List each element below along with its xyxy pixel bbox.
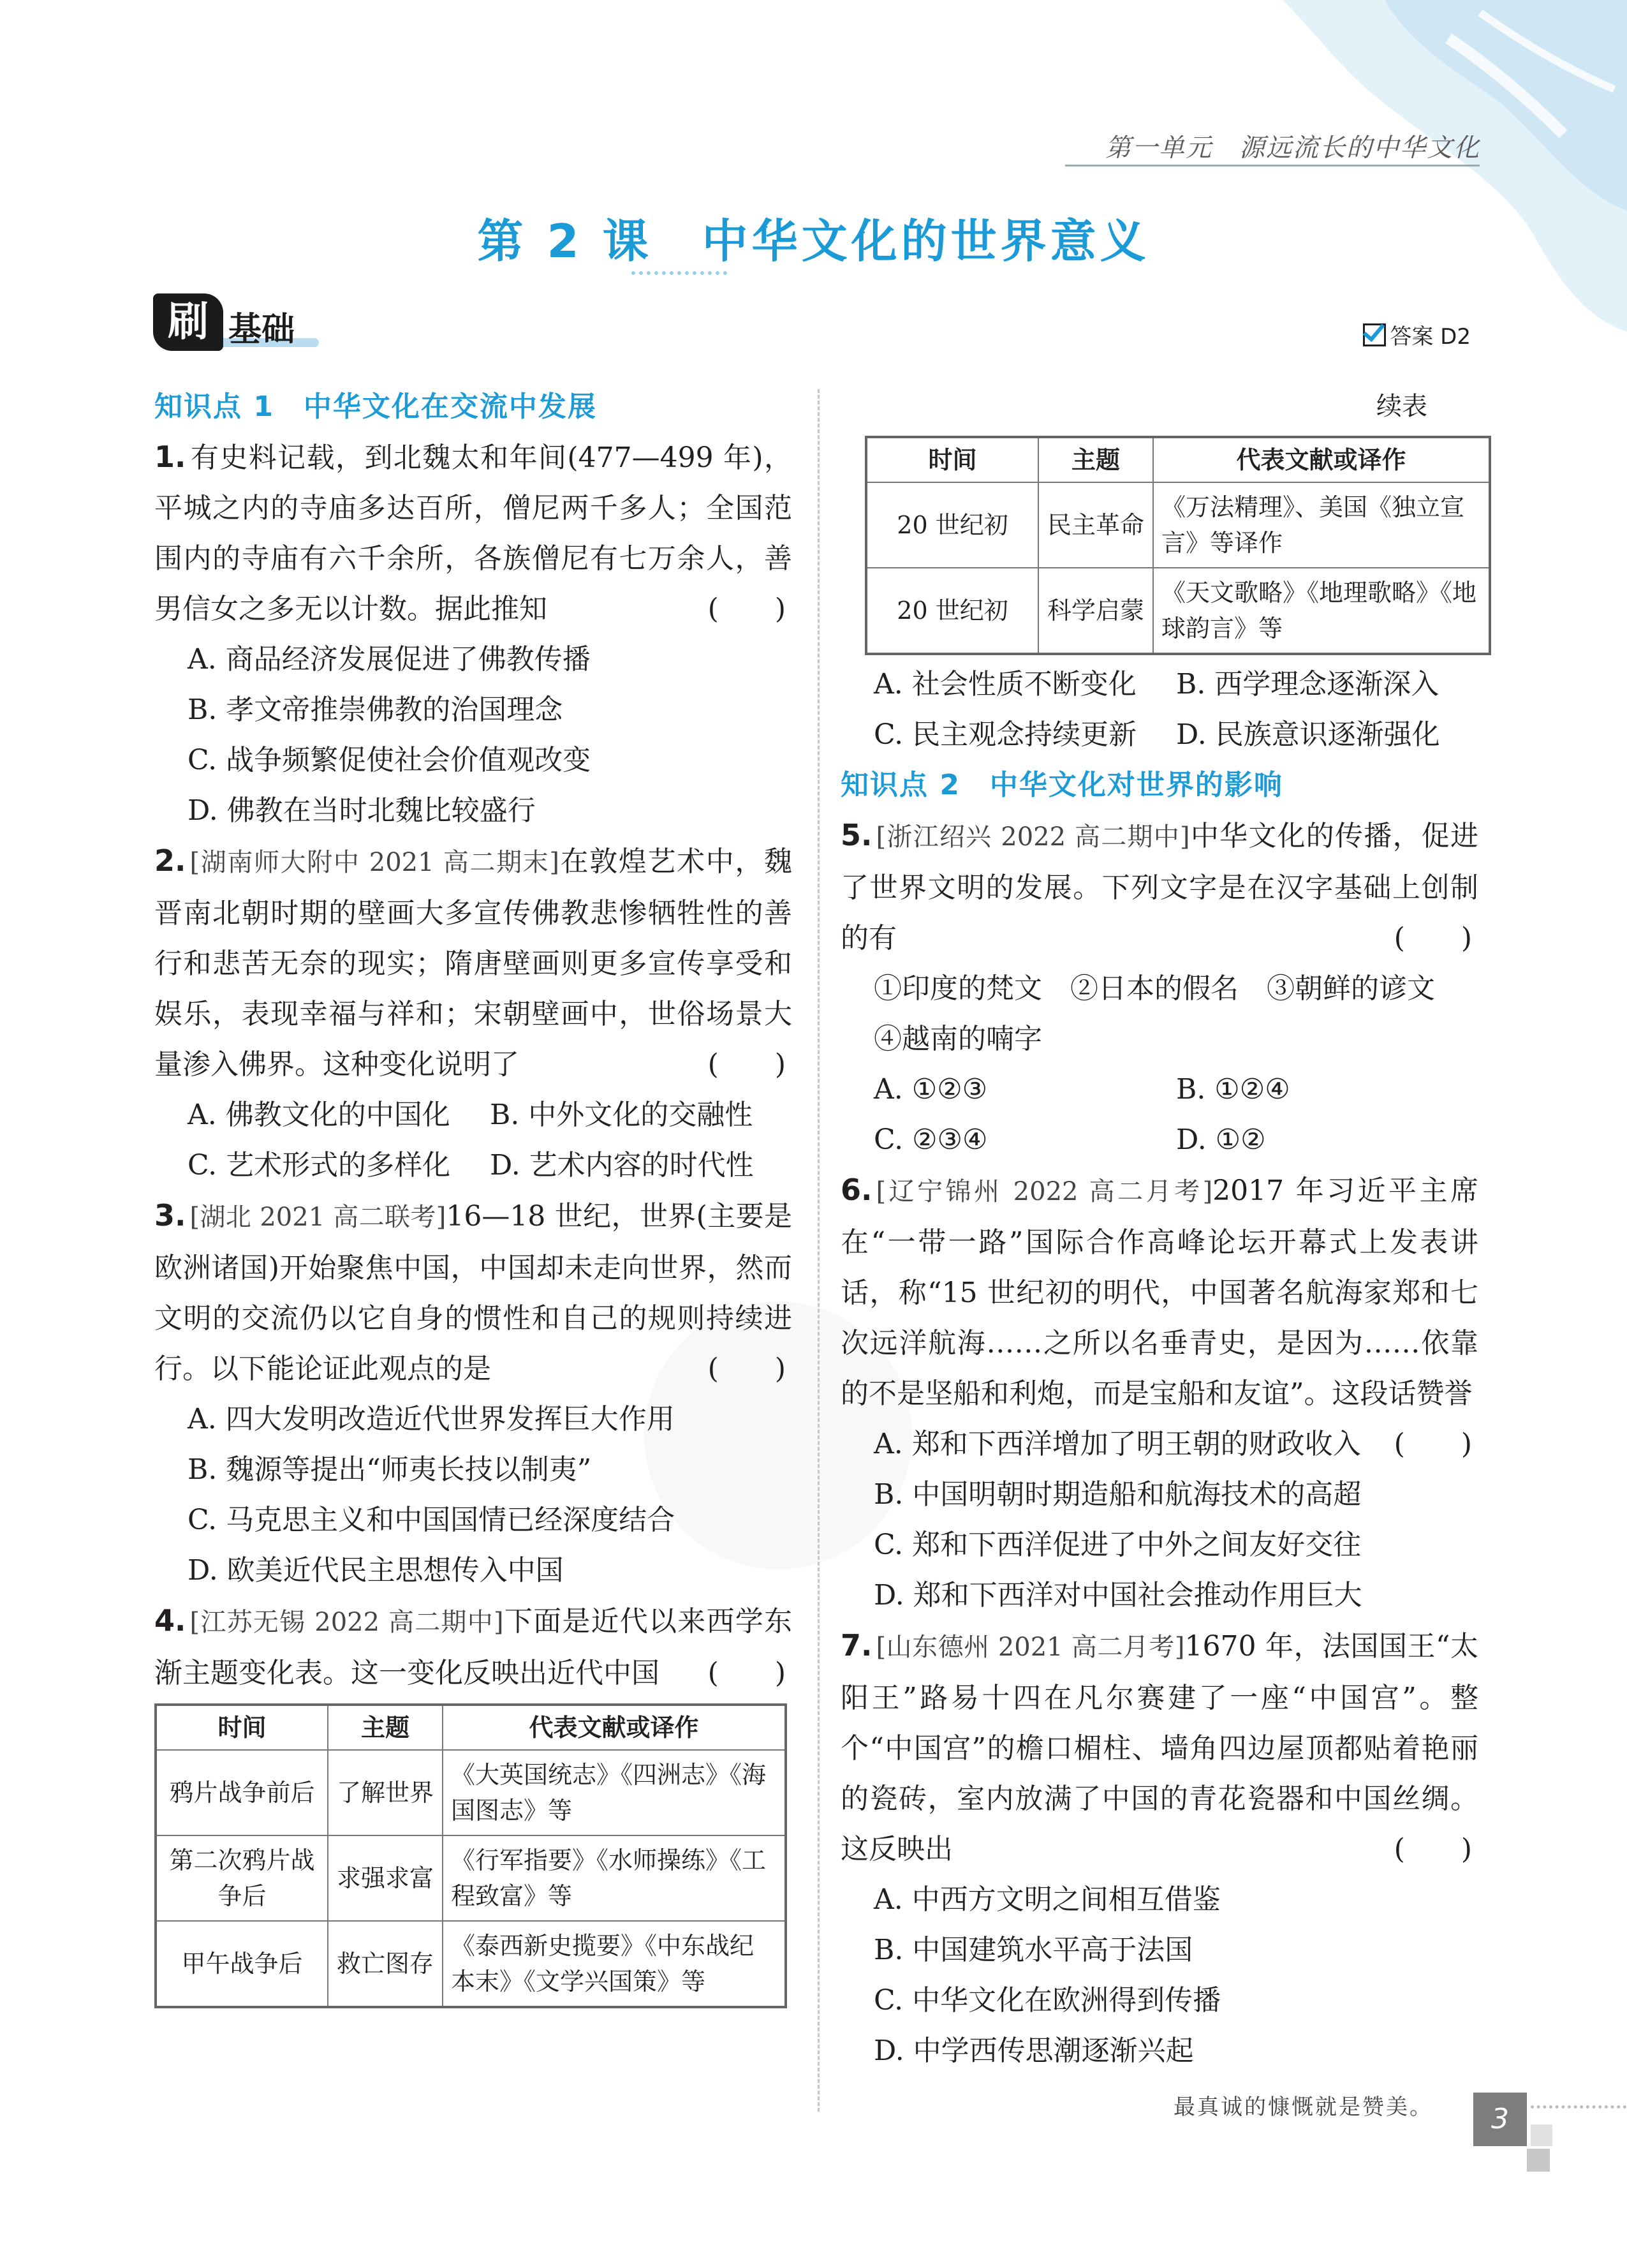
table-cell: 民主革命 bbox=[1038, 482, 1153, 568]
column-divider bbox=[818, 389, 820, 2112]
question-number: 5. bbox=[841, 818, 872, 852]
option-d[interactable]: D. 中学西传思潮逐渐兴起 bbox=[874, 2035, 1194, 2067]
option-c[interactable]: C. ②③④ bbox=[874, 1123, 988, 1156]
question-number: 4. bbox=[154, 1603, 186, 1638]
question-stem: 在敦煌艺术中，魏晋南北朝时期的壁画大多宣传佛教悲惨牺牲性的善行和悲苦无奈的现实；隋唐壁画则更多宣传享受和娱乐，表现幸福与祥和；宋朝壁画中，世俗场景大量渗入佛界。这种变化说明了 bbox=[154, 845, 793, 1081]
topic-table-continued bbox=[865, 436, 1491, 655]
options-row bbox=[841, 1115, 1478, 1165]
question-number: 2. bbox=[154, 843, 186, 878]
table-header: 主题 bbox=[328, 1705, 443, 1750]
question-number: 6. bbox=[841, 1173, 872, 1207]
table-cell: 20 世纪初 bbox=[866, 482, 1038, 568]
table-cell: 鸦片战争前后 bbox=[156, 1750, 328, 1835]
option-d[interactable]: D. ①② bbox=[1176, 1123, 1266, 1156]
unit-header: 第一单元 源远流长的中华文化 bbox=[1105, 133, 1480, 163]
page-deco-square bbox=[1531, 2124, 1552, 2146]
table-cell: 甲午战争后 bbox=[156, 1921, 328, 2007]
question-stem: 有史料记载，到北魏太和年间(477—499 年)，平城之内的寺庙多达百所，僧尼两千多人；全国范围内的寺庙有六千余所，各族僧尼有七万余人，善男信女之多无以计数。据此推知 bbox=[154, 441, 792, 625]
table-header: 时间 bbox=[156, 1705, 328, 1750]
table-row bbox=[866, 568, 1490, 654]
question-number: 3. bbox=[154, 1198, 186, 1233]
answer-blank: ( ) bbox=[1394, 1428, 1472, 1460]
option-d[interactable]: D. 佛教在当时北魏比较盛行 bbox=[188, 794, 536, 827]
table-cell: 《大英国统志》《四洲志》《海国图志》等 bbox=[443, 1750, 786, 1835]
option-b[interactable]: B. 西学理念逐渐深入 bbox=[1176, 668, 1439, 700]
question-2 bbox=[154, 836, 792, 1090]
question-source: [江苏无锡 2022 高二期中] bbox=[189, 1608, 504, 1637]
topic-table bbox=[154, 1703, 787, 2008]
brand-badge: 刷 bbox=[153, 293, 223, 351]
options-row bbox=[841, 709, 1478, 760]
option-a[interactable]: A. 佛教文化的中国化 bbox=[188, 1099, 450, 1131]
option-c[interactable]: C. 战争频繁促使社会价值观改变 bbox=[188, 744, 591, 776]
header-rule bbox=[1065, 165, 1480, 167]
question-items: ①印度的梵文 ②日本的假名 ③朝鲜的谚文 ④越南的喃字 bbox=[874, 972, 1463, 1055]
table-header-row bbox=[156, 1705, 786, 1750]
question-source: [辽宁锦州 2022 高二月考] bbox=[876, 1177, 1213, 1206]
table-cell: 了解世界 bbox=[328, 1750, 443, 1835]
option-c[interactable]: C. 中华文化在欧洲得到传播 bbox=[874, 1984, 1221, 2017]
options-row bbox=[154, 1140, 792, 1190]
question-1 bbox=[154, 432, 792, 634]
option-c[interactable]: C. 民主观念持续更新 bbox=[874, 718, 1137, 751]
question-7 bbox=[841, 1620, 1478, 1874]
question-source: [湖南师大附中 2021 高二期末] bbox=[189, 848, 560, 877]
question-stem: 2017 年习近平主席在“一带一路”国际合作高峰论坛开幕式上发表讲话，称“15 世纪初的明代，中国著名航海家郑和七次远洋航海……之所以名垂青史，是因为……依靠的不是坚船和利炮，而是宝船和友谊”。这段话赞誉 bbox=[841, 1175, 1478, 1410]
table-cell: 求强求富 bbox=[328, 1835, 443, 1921]
answer-blank: ( ) bbox=[707, 1657, 786, 1689]
answer-reference bbox=[1363, 319, 1471, 350]
question-number: 7. bbox=[841, 1628, 872, 1663]
question-stem: 下面是近代以来西学东渐主题变化表。这一变化反映出近代中国 bbox=[154, 1605, 793, 1689]
question-source: [湖北 2021 高二联考] bbox=[189, 1203, 446, 1232]
table-row bbox=[866, 482, 1490, 568]
option-a[interactable]: A. 商品经济发展促进了佛教传播 bbox=[188, 643, 591, 676]
title-dots bbox=[631, 271, 727, 275]
page-deco-square bbox=[1527, 2149, 1550, 2172]
option-b[interactable]: B. 魏源等提出“师夷长技以制夷” bbox=[188, 1453, 592, 1486]
left-column bbox=[154, 382, 792, 2008]
option-c[interactable]: C. 郑和下西洋促进了中外之间友好交往 bbox=[874, 1529, 1362, 1561]
option-b[interactable]: B. 中国建筑水平高于法国 bbox=[874, 1934, 1193, 1966]
options-row bbox=[841, 659, 1478, 709]
page-number: 3 bbox=[1473, 2093, 1527, 2146]
options-row bbox=[154, 1090, 792, 1140]
table-cell: 《行军指要》《水师操练》《工程致富》等 bbox=[443, 1835, 786, 1921]
option-a[interactable]: A. 中西方文明之间相互借鉴 bbox=[874, 1883, 1221, 1916]
table-cell: 《万法精理》、美国《独立宣言》等译作 bbox=[1153, 482, 1490, 568]
option-c[interactable]: C. 艺术形式的多样化 bbox=[188, 1149, 451, 1182]
option-a[interactable]: A. 郑和下西洋增加了明王朝的财政收入 bbox=[874, 1428, 1361, 1460]
option-d[interactable]: D. 欧美近代民主思想传入中国 bbox=[188, 1554, 564, 1587]
table-header: 时间 bbox=[866, 437, 1038, 482]
question-stem: 16—18 世纪，世界(主要是欧洲诸国)开始聚焦中国，中国却未走向世界，然而文明的交流仍以它自身的惯性和自己的规则持续进行。以下能论证此观点的是 bbox=[154, 1200, 792, 1385]
table-cell: 救亡图存 bbox=[328, 1921, 443, 2007]
brand-logo bbox=[153, 293, 319, 351]
table-cell: 第二次鸦片战争后 bbox=[156, 1835, 328, 1921]
question-stem: 1670 年，法国国王“太阳王”路易十四在凡尔赛建了一座“中国宫”。整个“中国宫”的檐口楣柱、墙角四边屋顶都贴着艳丽的瓷砖，室内放满了中国的青花瓷器和中国丝绸。这反映出 bbox=[841, 1630, 1479, 1865]
option-d[interactable]: D. 艺术内容的时代性 bbox=[490, 1149, 754, 1182]
right-column bbox=[841, 382, 1478, 2076]
answer-blank: ( ) bbox=[707, 1048, 786, 1081]
option-a[interactable]: A. ①②③ bbox=[874, 1073, 988, 1106]
option-d[interactable]: D. 民族意识逐渐强化 bbox=[1176, 718, 1440, 751]
question-number: 1. bbox=[154, 440, 186, 474]
option-d[interactable]: D. 郑和下西洋对中国社会推动作用巨大 bbox=[874, 1579, 1362, 1612]
option-a[interactable]: A. 社会性质不断变化 bbox=[874, 668, 1137, 700]
table-cell: 《天文歌略》《地理歌略》《地球韵言》等 bbox=[1153, 568, 1490, 654]
table-header: 代表文献或译作 bbox=[443, 1705, 786, 1750]
brand-label: 基础 bbox=[228, 311, 295, 349]
option-a[interactable]: A. 四大发明改造近代世界发挥巨大作用 bbox=[188, 1403, 675, 1435]
answer-blank: ( ) bbox=[1394, 922, 1472, 954]
option-b[interactable]: B. 中国明朝时期造船和航海技术的高超 bbox=[874, 1478, 1362, 1511]
question-source: [山东德州 2021 高二月考] bbox=[876, 1633, 1185, 1662]
answer-blank: ( ) bbox=[707, 593, 786, 625]
checkbox-icon bbox=[1363, 323, 1386, 346]
question-3 bbox=[154, 1190, 792, 1394]
options-row bbox=[841, 1064, 1478, 1115]
table-continued-label: 续表 bbox=[1376, 392, 1427, 421]
question-5 bbox=[841, 810, 1478, 963]
section-heading-kp1: 知识点 1 中华文化在交流中发展 bbox=[154, 390, 597, 423]
table-cell: 《泰西新史揽要》《中东战纪本末》《文学兴国策》等 bbox=[443, 1921, 786, 2007]
table-cell: 20 世纪初 bbox=[866, 568, 1038, 654]
table-header: 主题 bbox=[1038, 437, 1153, 482]
footer-dots bbox=[1531, 2105, 1626, 2109]
table-row bbox=[156, 1921, 786, 2007]
table-header: 代表文献或译作 bbox=[1153, 437, 1490, 482]
option-b[interactable]: B. 孝文帝推崇佛教的治国理念 bbox=[188, 693, 563, 726]
table-row bbox=[156, 1750, 786, 1835]
lesson-title: 第 2 课 中华文化的世界意义 bbox=[477, 214, 1150, 268]
footer-motto: 最真诚的慷慨就是赞美。 bbox=[1174, 2094, 1433, 2120]
option-b[interactable]: B. 中外文化的交融性 bbox=[490, 1099, 753, 1131]
answer-label: 答案 D2 bbox=[1390, 324, 1471, 350]
answer-blank: ( ) bbox=[1394, 1833, 1472, 1865]
option-c[interactable]: C. 马克思主义和中国国情已经深度结合 bbox=[188, 1504, 675, 1536]
option-b[interactable]: B. ①②④ bbox=[1176, 1073, 1290, 1106]
table-cell: 科学启蒙 bbox=[1038, 568, 1153, 654]
table-header-row bbox=[866, 437, 1490, 482]
answer-blank: ( ) bbox=[707, 1353, 786, 1385]
section-heading-kp2: 知识点 2 中华文化对世界的影响 bbox=[841, 769, 1283, 801]
question-4 bbox=[154, 1596, 792, 1698]
question-source: [浙江绍兴 2022 高二期中] bbox=[876, 822, 1190, 852]
table-row bbox=[156, 1835, 786, 1921]
question-stem: 中华文化的传播，促进了世界文明的发展。下列文字是在汉字基础上创制的有 bbox=[841, 820, 1479, 954]
